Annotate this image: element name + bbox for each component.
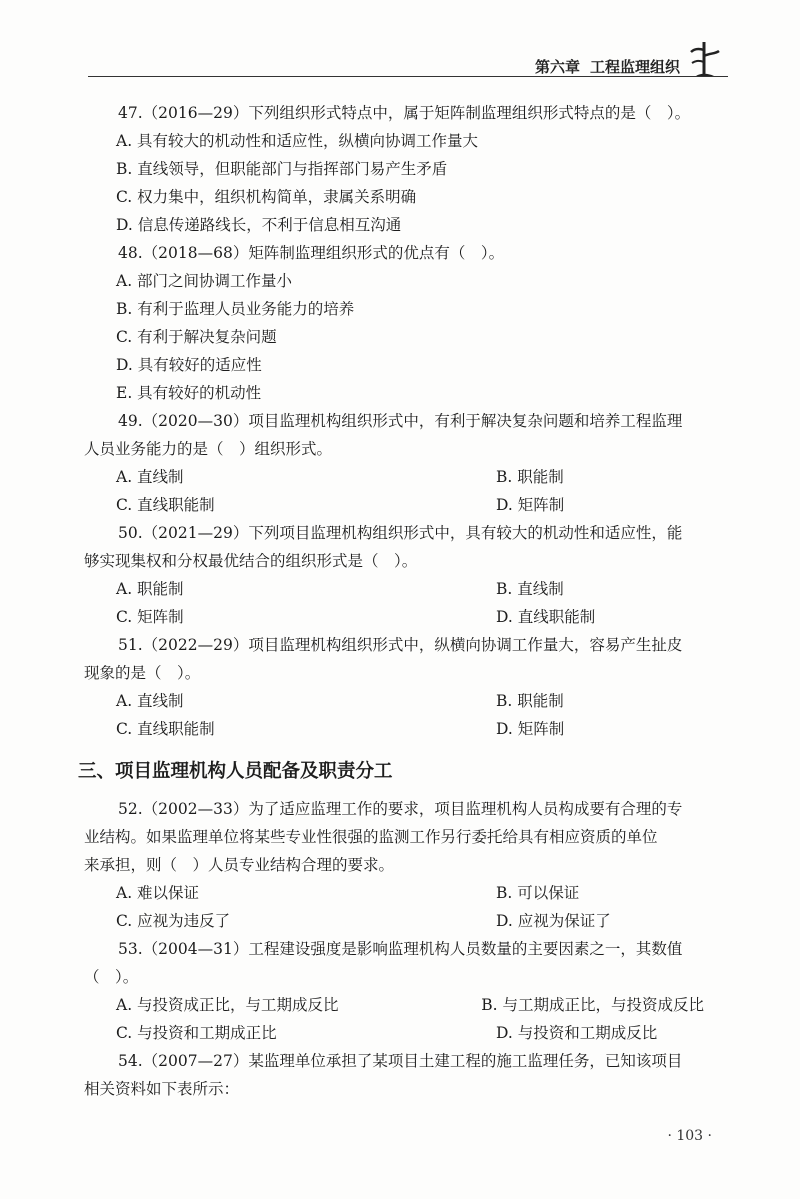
question-stem-cont: 人员业务能力的是（ ）组织形式。 [84, 440, 333, 458]
option-a: A. 难以保证 [116, 884, 200, 902]
question-stem: 50.（2021—29）下列项目监理机构组织形式中，具有较大的机动性和适应性，能 [118, 524, 683, 542]
option-c: C. 矩阵制 [116, 608, 184, 626]
option-c: C. 有利于解决复杂问题 [116, 328, 277, 346]
option-row [84, 463, 704, 491]
option-b: B. 可以保证 [496, 884, 580, 902]
option-row [84, 491, 704, 519]
question-stem-cont: 业结构。如果监理单位将某些专业性很强的监测工作另行委托给具有相应资质的单位 [84, 828, 658, 846]
option-e: E. 具有较好的机动性 [116, 384, 262, 402]
option-d: D. 应视为保证了 [496, 912, 611, 930]
question-stem: 54.（2007—27）某监理单位承担了某项目土建工程的施工监理任务，已知该项目 [118, 1052, 683, 1070]
question-stem: 47.（2016—29）下列组织形式特点中，属于矩阵制监理组织形式特点的是（ ）。 [118, 104, 691, 122]
option-row [84, 715, 704, 743]
question-stem: 51.（2022—29）项目监理机构组织形式中，纵横向协调工作量大，容易产生扯皮 [118, 636, 683, 654]
option-row [84, 1019, 704, 1047]
question-stem: 53.（2004—31）工程建设强度是影响监理机构人员数量的主要因素之一，其数值 [118, 940, 683, 958]
option-d: D. 直线职能制 [496, 608, 596, 626]
option-row [84, 603, 704, 631]
option-row [84, 879, 704, 907]
section-heading: 三、项目监理机构人员配备及职责分工 [78, 761, 393, 782]
option-c: C. 与投资和工期成正比 [116, 1024, 277, 1042]
question-47 [84, 99, 704, 239]
option-b: B. 职能制 [496, 468, 564, 486]
option-row [84, 991, 704, 1019]
option-a: A. 直线制 [116, 692, 184, 710]
option-b: B. 直线领导，但职能部门与指挥部门易产生矛盾 [116, 160, 448, 178]
question-stem: 49.（2020—30）项目监理机构组织形式中，有利于解决复杂问题和培养工程监理 [118, 412, 683, 430]
chapter-number: 第六章 [534, 58, 580, 76]
header-rule [88, 76, 728, 77]
option-d: D. 矩阵制 [496, 496, 565, 514]
question-51 [84, 631, 704, 743]
question-stem-cont: 现象的是（ ）。 [84, 664, 201, 682]
option-b: B. 职能制 [496, 692, 564, 710]
option-c: C. 权力集中，组织机构简单，隶属关系明确 [116, 188, 417, 206]
option-a: A. 部门之间协调工作量小 [116, 272, 293, 290]
running-header [88, 44, 728, 78]
option-d: D. 信息传递路线长，不利于信息相互沟通 [116, 216, 402, 234]
option-d: D. 矩阵制 [496, 720, 565, 738]
question-52 [84, 795, 704, 935]
question-stem-cont: （ ）。 [84, 968, 139, 986]
question-stem-cont: 相关资料如下表所示： [84, 1080, 240, 1098]
chapter-title: 工程监理组织 [589, 58, 680, 76]
question-stem-cont: 来承担，则（ ）人员专业结构合理的要求。 [84, 856, 395, 874]
question-54 [84, 1047, 704, 1103]
option-a: A. 与投资成正比，与工期成反比 [116, 996, 339, 1014]
option-row [84, 907, 704, 935]
question-stem-cont: 够实现集权和分权最优结合的组织形式是（ ）。 [84, 552, 418, 570]
option-a: A. 职能制 [116, 580, 184, 598]
question-48 [84, 239, 704, 407]
option-c: C. 直线职能制 [116, 496, 215, 514]
sprout-ornament-icon [686, 36, 726, 80]
question-stem: 52.（2002—33）为了适应监理工作的要求，项目监理机构人员构成要有合理的专 [118, 800, 683, 818]
question-49 [84, 407, 704, 519]
page-number: · 103 · [667, 1128, 712, 1144]
question-53 [84, 935, 704, 1047]
option-a: A. 具有较大的机动性和适应性，纵横向协调工作量大 [116, 132, 479, 150]
option-c: C. 应视为违反了 [116, 912, 231, 930]
option-b: B. 与工期成正比，与投资成反比 [481, 996, 704, 1014]
option-row [84, 687, 704, 715]
option-d: D. 与投资和工期成反比 [496, 1024, 658, 1042]
option-d: D. 具有较好的适应性 [116, 356, 262, 374]
option-b: B. 有利于监理人员业务能力的培养 [116, 300, 355, 318]
page-body [78, 99, 704, 1103]
option-a: A. 直线制 [116, 468, 184, 486]
question-50 [84, 519, 704, 631]
chapter-heading [535, 56, 680, 77]
option-c: C. 直线职能制 [116, 720, 215, 738]
question-stem: 48.（2018—68）矩阵制监理组织形式的优点有（ ）。 [118, 244, 505, 262]
option-b: B. 直线制 [496, 580, 564, 598]
option-row [84, 575, 704, 603]
